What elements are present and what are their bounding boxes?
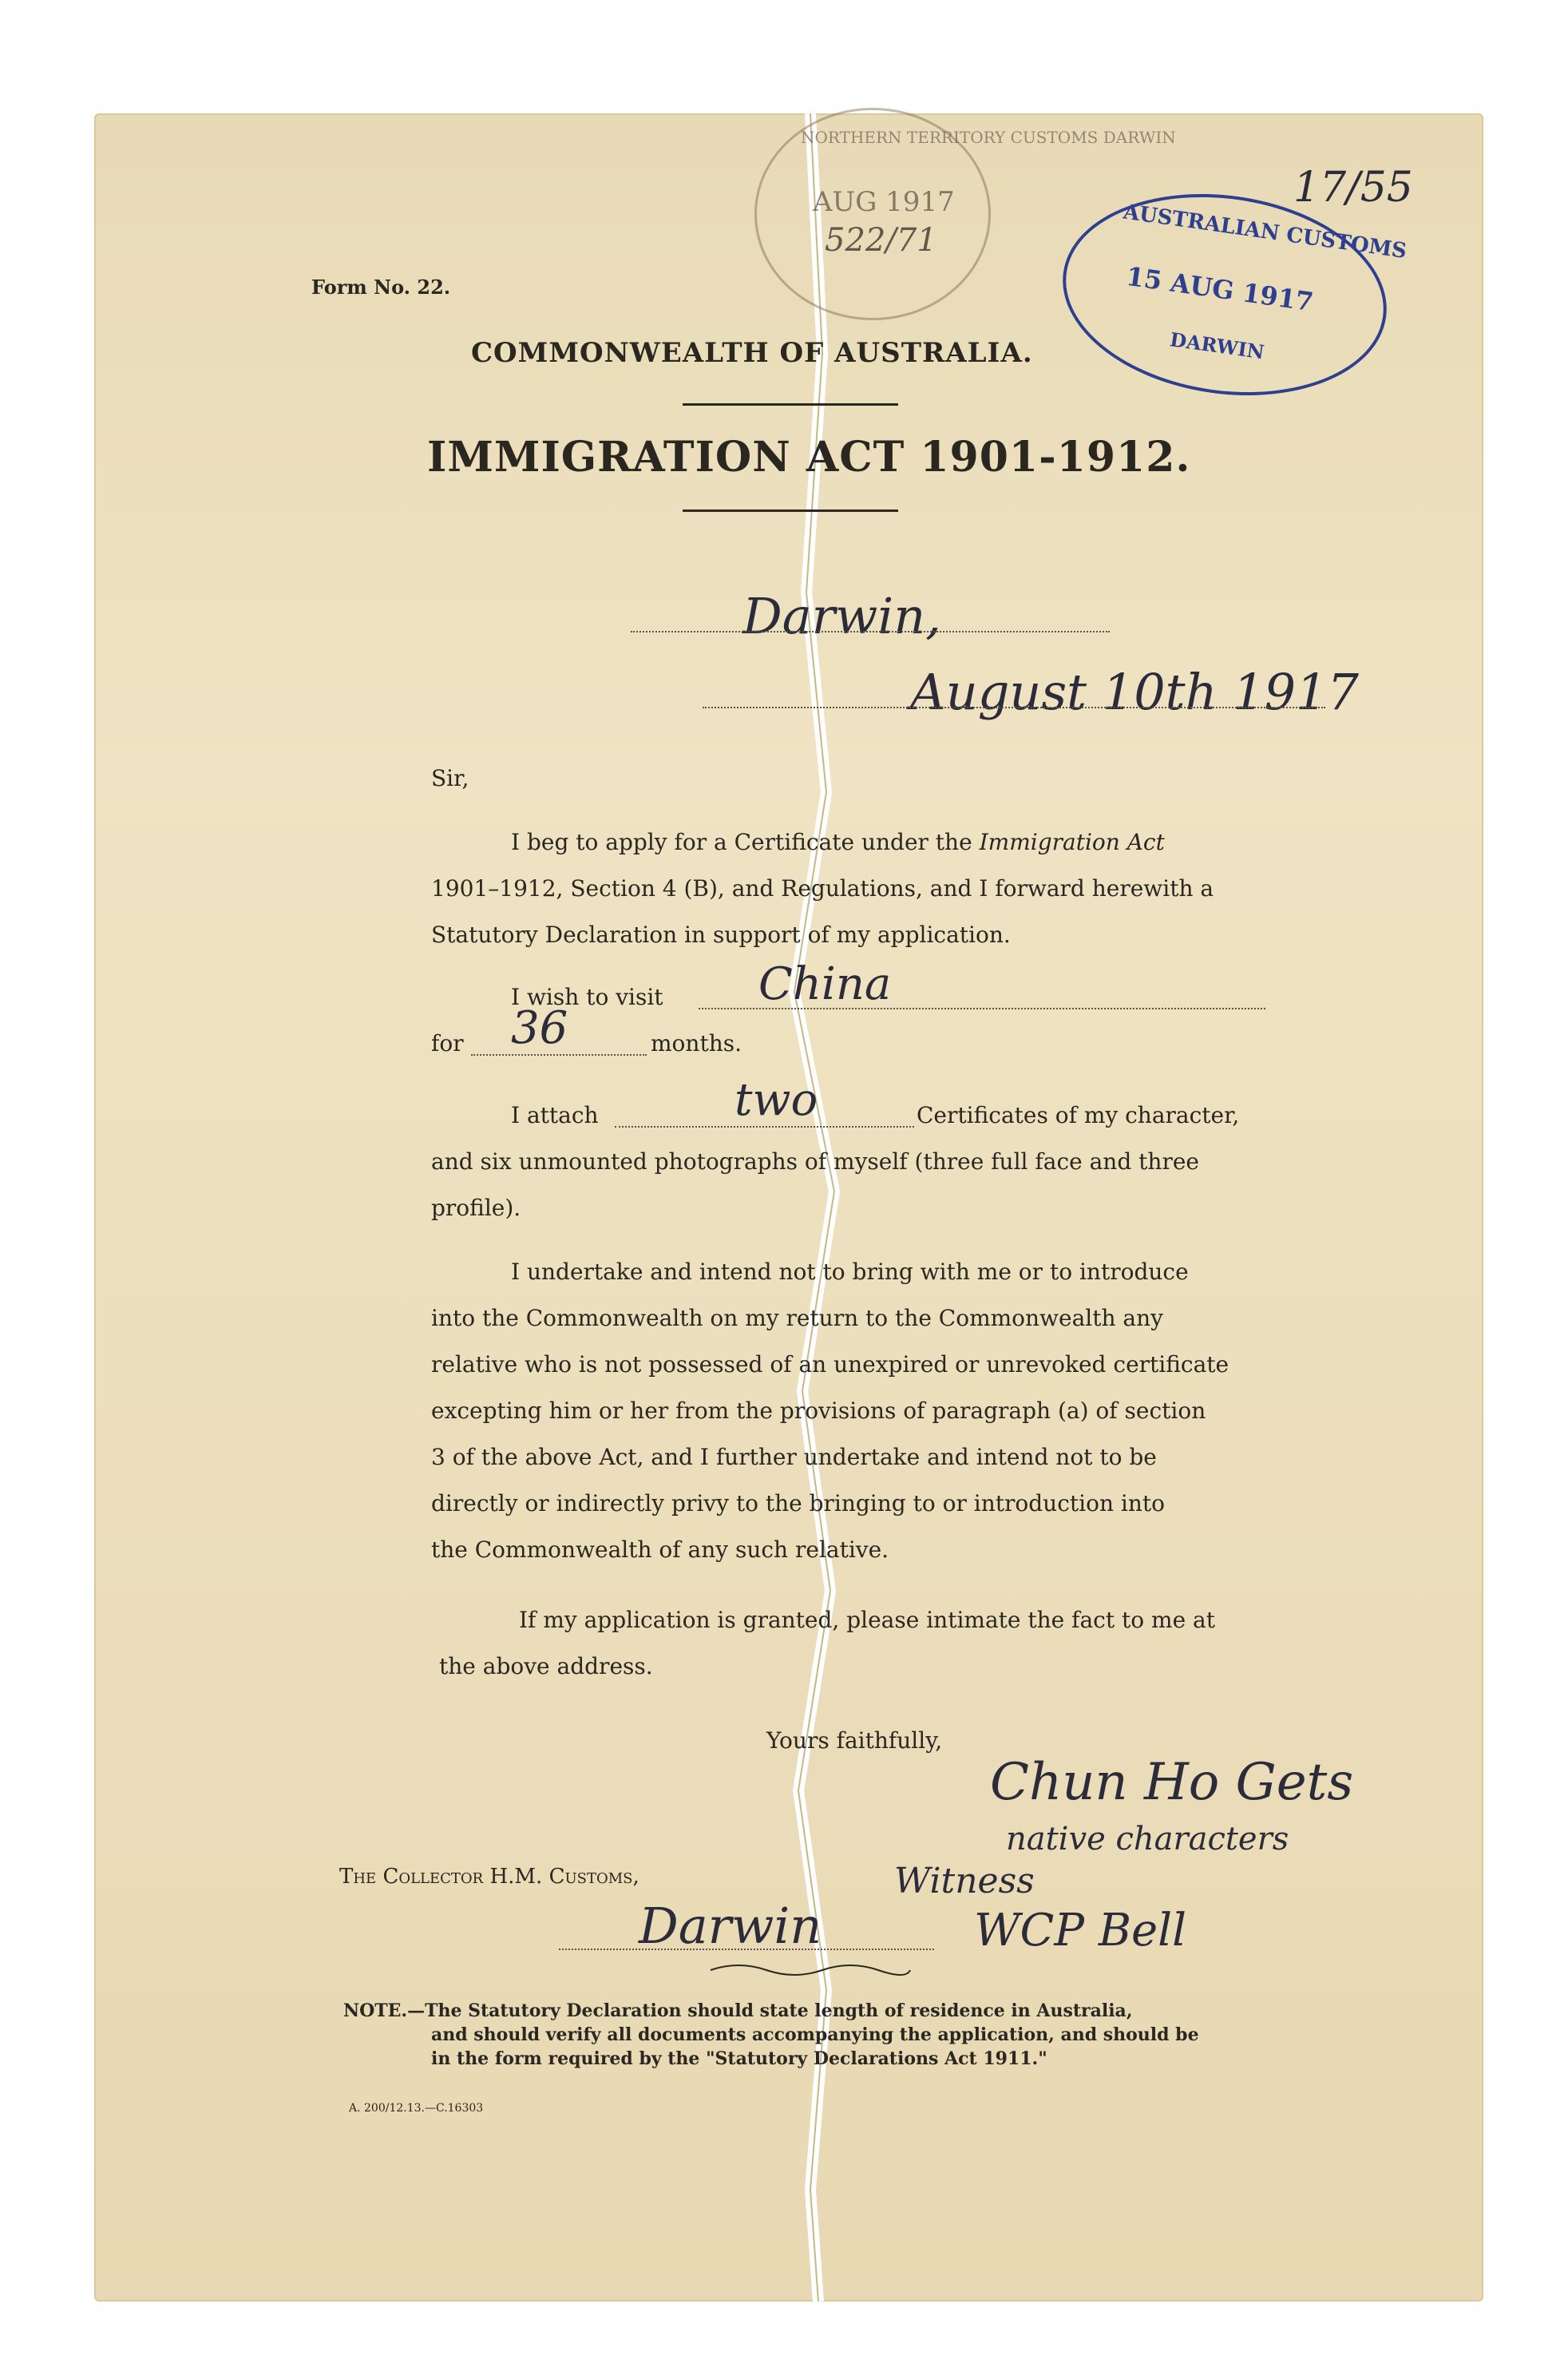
attach-label: I attach — [511, 1102, 599, 1128]
paragraph3-line: the Commonwealth of any such relative. — [431, 1536, 889, 1563]
date-handwritten: August 10th 1917 — [910, 663, 1359, 721]
closing: Yours faithfully, — [766, 1727, 943, 1754]
addressee-place: Darwin — [639, 1897, 822, 1955]
note-line: NOTE.—The Statutory Declaration should state length of residence in Australia, — [343, 2000, 1133, 2021]
date-line — [703, 707, 1325, 708]
paragraph4-line: the above address. — [439, 1653, 653, 1679]
customs-stamp-text: NORTHERN TERRITORY CUSTOMS DARWIN — [801, 128, 1176, 147]
act-name-italic: Immigration Act — [979, 829, 1165, 855]
signature-note: native characters — [1006, 1821, 1289, 1857]
blue-stamp-bottom: DARWIN — [1168, 327, 1266, 364]
addressee: The Collector H.M. Customs, — [339, 1865, 639, 1889]
title-rule — [683, 509, 898, 512]
blue-stamp-date: 15 AUG 1917 — [1124, 260, 1316, 318]
heading-rule — [683, 403, 898, 406]
note-line: and should verify all documents accompanying the application, and should be — [431, 2024, 1199, 2045]
months-label: months. — [651, 1030, 742, 1057]
customs-stamp-ref: 522/71 — [825, 222, 937, 259]
paragraph1-line2: 1901–1912, Section 4 (B), and Regulations, and I forward herewith a — [431, 875, 1214, 902]
paragraph3-line: I undertake and intend not to bring with me or to introduce — [511, 1259, 1189, 1285]
flourish-icon — [707, 1961, 914, 1980]
blue-stamp-top: AUSTRALIAN CUSTOMS — [1122, 200, 1408, 264]
paragraph3-line: into the Commonwealth on my return to the Commonwealth any — [431, 1305, 1163, 1331]
act-title: IMMIGRATION ACT 1901-1912. — [427, 433, 1191, 482]
paragraph1-line1 — [511, 829, 1165, 855]
witness-signature: WCP Bell — [974, 1905, 1186, 1957]
attach-line — [615, 1126, 914, 1128]
attach-line2: and six unmounted photographs of myself (three full face and three — [431, 1148, 1199, 1175]
visit-value: China — [758, 958, 892, 1010]
paragraph3-line: directly or indirectly privy to the bringing to or introduction into — [431, 1490, 1165, 1517]
attach-after: Certificates of my character, — [917, 1102, 1240, 1128]
print-reference: A. 200/12.13.—C.16303 — [349, 2102, 484, 2115]
attach-value: two — [735, 1074, 818, 1126]
corner-number: 17/55 — [1293, 164, 1413, 212]
paragraph3-line: excepting him or her from the provisions of paragraph (a) of section — [431, 1398, 1206, 1424]
paragraph4-line: If my application is granted, please intimate the fact to me at — [519, 1607, 1215, 1633]
witness-label: Witness — [894, 1861, 1035, 1901]
paragraph3-line: 3 of the above Act, and I further undertake and intend not to be — [431, 1444, 1157, 1470]
months-value: 36 — [511, 1002, 568, 1054]
customs-stamp — [754, 108, 1176, 320]
for-label: for — [431, 1030, 464, 1057]
note-line: in the form required by the "Statutory Declarations Act 1911." — [431, 2048, 1047, 2069]
paragraph1-text: I beg to apply for a Certificate under the — [511, 829, 972, 855]
salutation: Sir, — [431, 765, 469, 791]
form-number: Form No. 22. — [311, 276, 451, 299]
place-handwritten: Darwin, — [742, 587, 941, 645]
paragraph1-line3: Statutory Declaration in support of my application. — [431, 922, 1011, 948]
place-line — [631, 631, 1110, 632]
months-line — [471, 1054, 647, 1056]
visit-label: I wish to visit — [511, 984, 663, 1010]
attach-line3: profile). — [431, 1195, 521, 1221]
signature: Chun Ho Gets — [990, 1753, 1354, 1812]
heading: COMMONWEALTH OF AUSTRALIA. — [471, 337, 1033, 369]
customs-stamp-date: AUG 1917 — [813, 186, 955, 218]
paragraph3-line: relative who is not possessed of an unexpired or unrevoked certificate — [431, 1351, 1229, 1378]
